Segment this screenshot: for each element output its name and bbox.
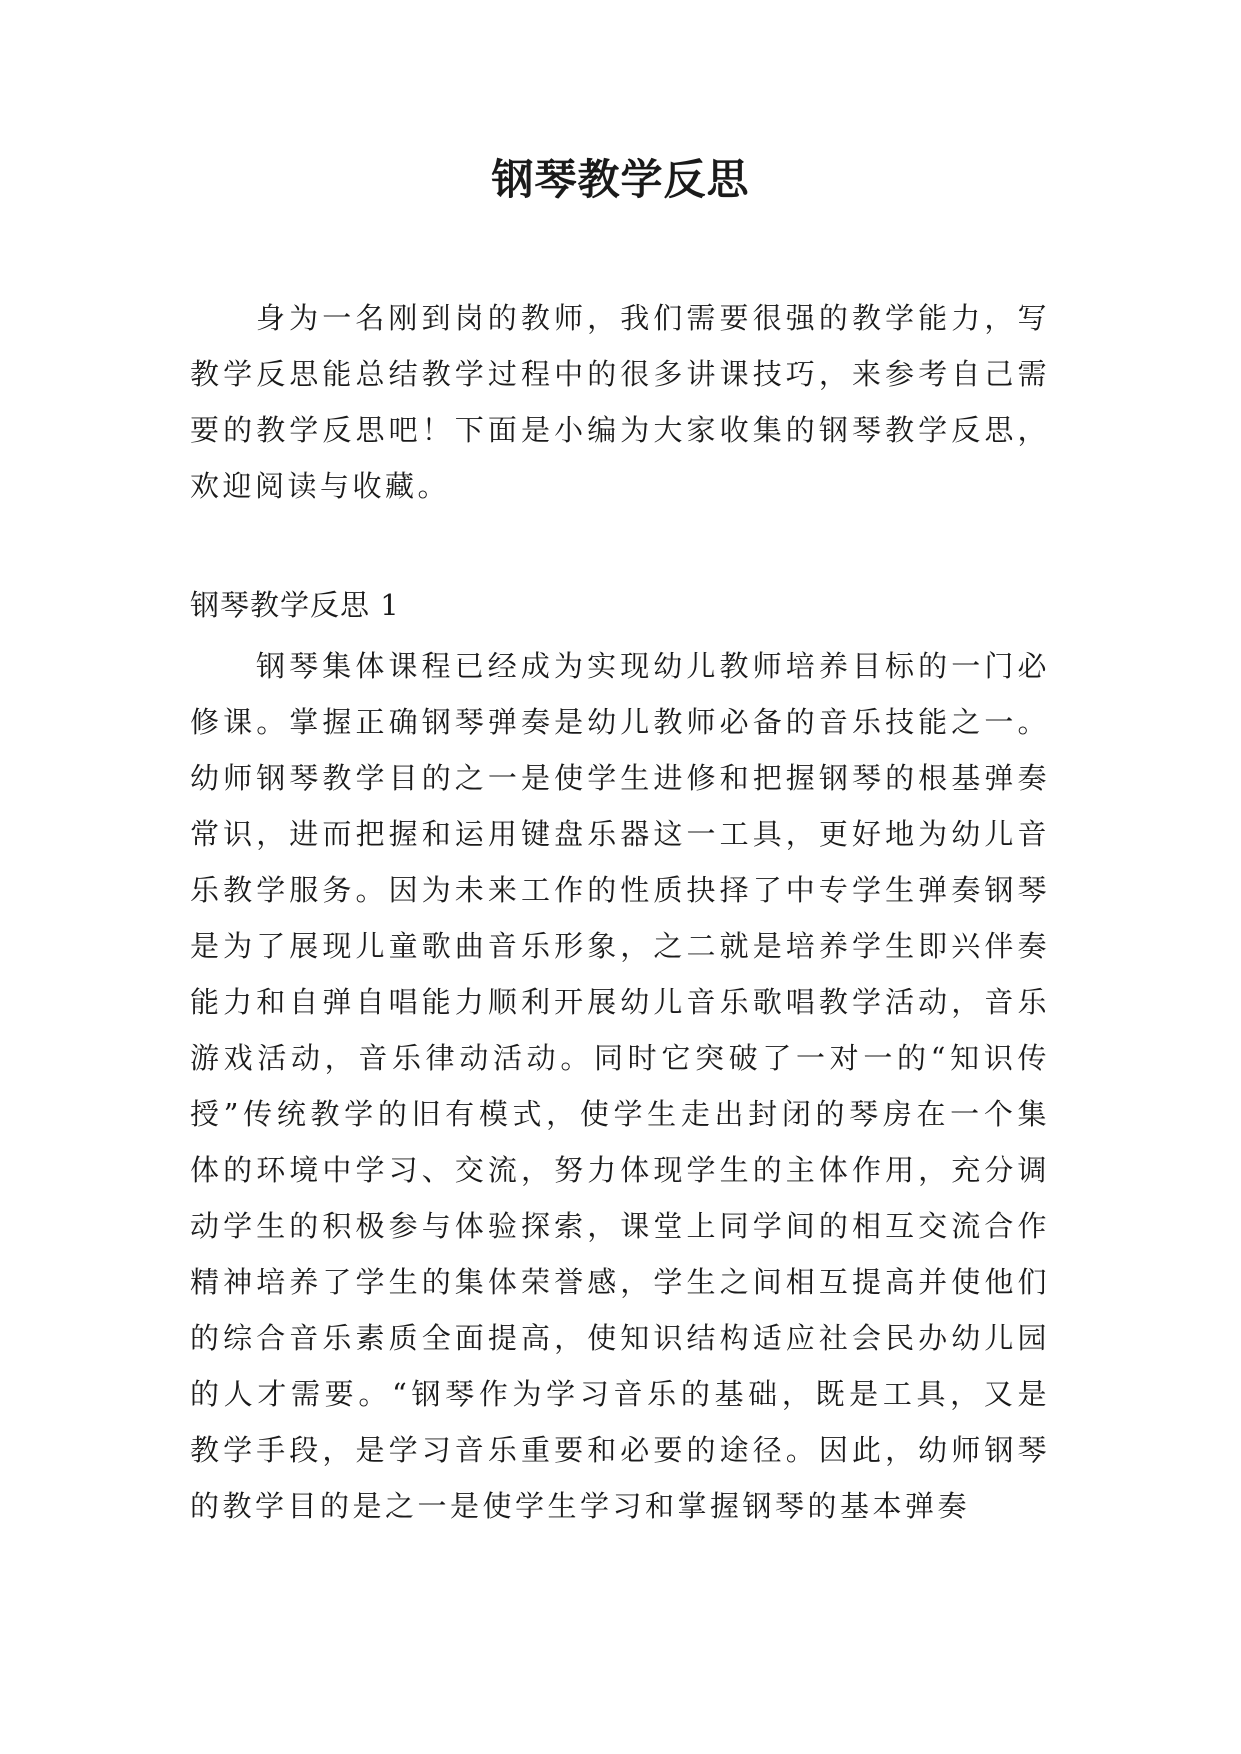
section-heading: 钢琴教学反思 1 [190,588,400,622]
section-paragraph: 钢琴集体课程已经成为实现幼儿教师培养目标的一门必修课。掌握正确钢琴弹奏是幼儿教师必备的音乐技能之一。幼师钢琴教学目的之一是使学生进修和把握钢琴的根基弹奏常识，进而把握和运用键盘乐器这一工具，更好地为幼儿音乐教学服务。因为未来工作的性质抉择了中专学生弹奏钢琴是为了展现儿童歌曲音乐形象，之二就是培养学生即兴伴奏能力和自弹自唱能力顺利开展幼儿音乐歌唱教学活动，音乐游戏活动，音乐律动活动。同时它突破了一对一的“知识传授”传统教学的旧有模式，使学生走出封闭的琴房在一个集体的环境中学习、交流，努力体现学生的主体作用，充分调动学生的积极参与体验探索，课堂上同学间的相互交流合作精神培养了学生的集体荣誉感，学生之间相互提高并使他们的综合音乐素质全面提高，使知识结构适应社会民办幼儿园的人才需要。“钢琴作为学习音乐的基础，既是工具，又是教学手段，是学习音乐重要和必要的途径。因此，幼师钢琴的教学目的是之一是使学生学习和掌握钢琴的基本弹奏 [190,649,1050,1523]
intro-paragraph: 身为一名刚到岗的教师，我们需要很强的教学能力，写教学反思能总结教学过程中的很多讲课技巧，来参考自己需要的教学反思吧！下面是小编为大家收集的钢琴教学反思，欢迎阅读与收藏。 [190,301,1050,503]
page-title: 钢琴教学反思 [491,155,750,204]
